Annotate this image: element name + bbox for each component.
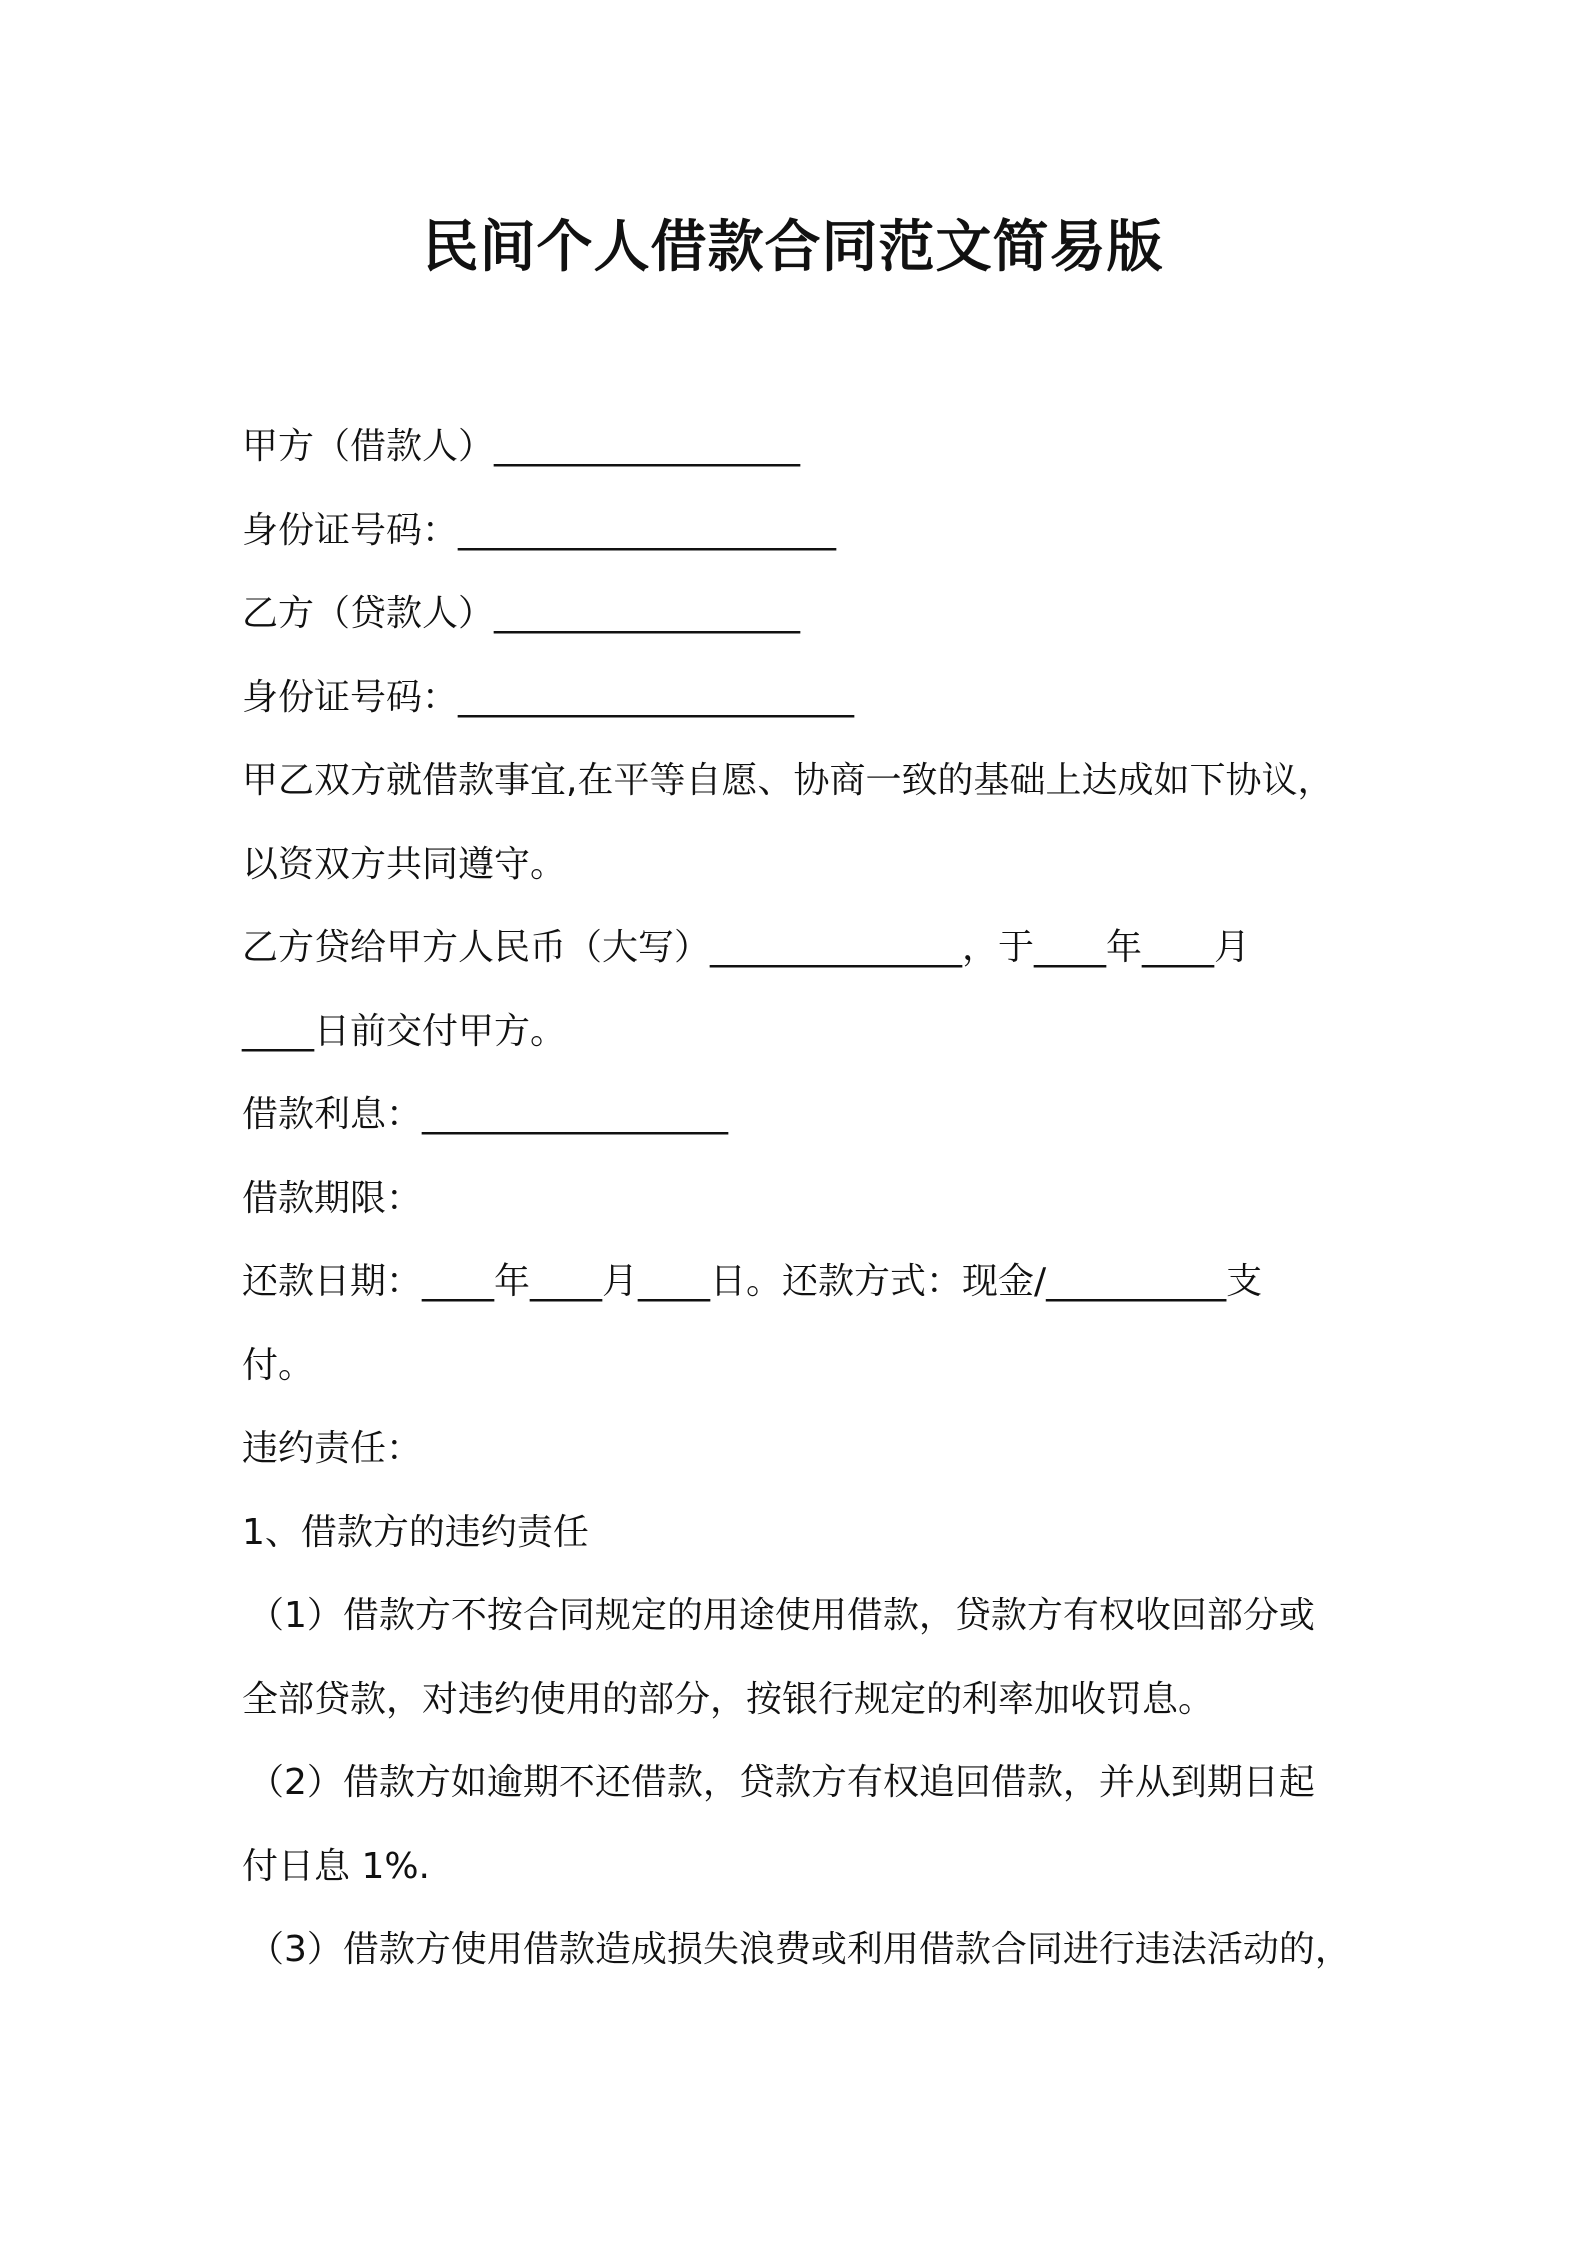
loan-amount-line-2: ____日前交付甲方。 — [242, 1010, 567, 1052]
clause-2-line-1: （2）借款方如逾期不还借款，贷款方有权追回借款，并从到期日起 — [248, 1762, 1315, 1803]
party-b-lender-line: 乙方（贷款人）_________________ — [242, 593, 801, 634]
party-b-id-line: 身份证号码：______________________ — [242, 676, 855, 718]
agreement-intro-line-2: 以资双方共同遵守。 — [242, 843, 567, 885]
clause-3-line-1: （3）借款方使用借款造成损失浪费或利用借款合同进行违法活动的， — [248, 1929, 1351, 1970]
document-title: 民间个人借款合同范文简易版 — [422, 215, 1164, 280]
party-a-id-line: 身份证号码：_____________________ — [242, 509, 837, 551]
agreement-intro-line-1: 甲乙双方就借款事宜,在平等自愿、协商一致的基础上达成如下协议， — [242, 760, 1334, 801]
repayment-date-line-2: 付。 — [242, 1344, 315, 1386]
loan-term-line: 借款期限： — [242, 1177, 423, 1219]
clause-2-line-2: 付日息 1%. — [242, 1845, 430, 1887]
loan-interest-line: 借款利息：_________________ — [242, 1094, 729, 1135]
loan-amount-line-1: 乙方贷给甲方人民币（大写）______________，于____年____月 — [242, 927, 1251, 968]
party-a-borrower-line: 甲方（借款人）_________________ — [242, 426, 801, 467]
document-body — [242, 405, 1372, 1992]
borrower-breach-heading: 1、借款方的违约责任 — [242, 1511, 589, 1553]
clause-1-line-2: 全部贷款，对违约使用的部分，按银行规定的利率加收罚息。 — [242, 1678, 1215, 1720]
repayment-date-line-1: 还款日期：____年____月____日。还款方式：现金/__________支 — [242, 1261, 1263, 1302]
breach-heading: 违约责任： — [242, 1428, 423, 1469]
clause-1-line-1: （1）借款方不按合同规定的用途使用借款，贷款方有权收回部分或 — [248, 1595, 1315, 1636]
